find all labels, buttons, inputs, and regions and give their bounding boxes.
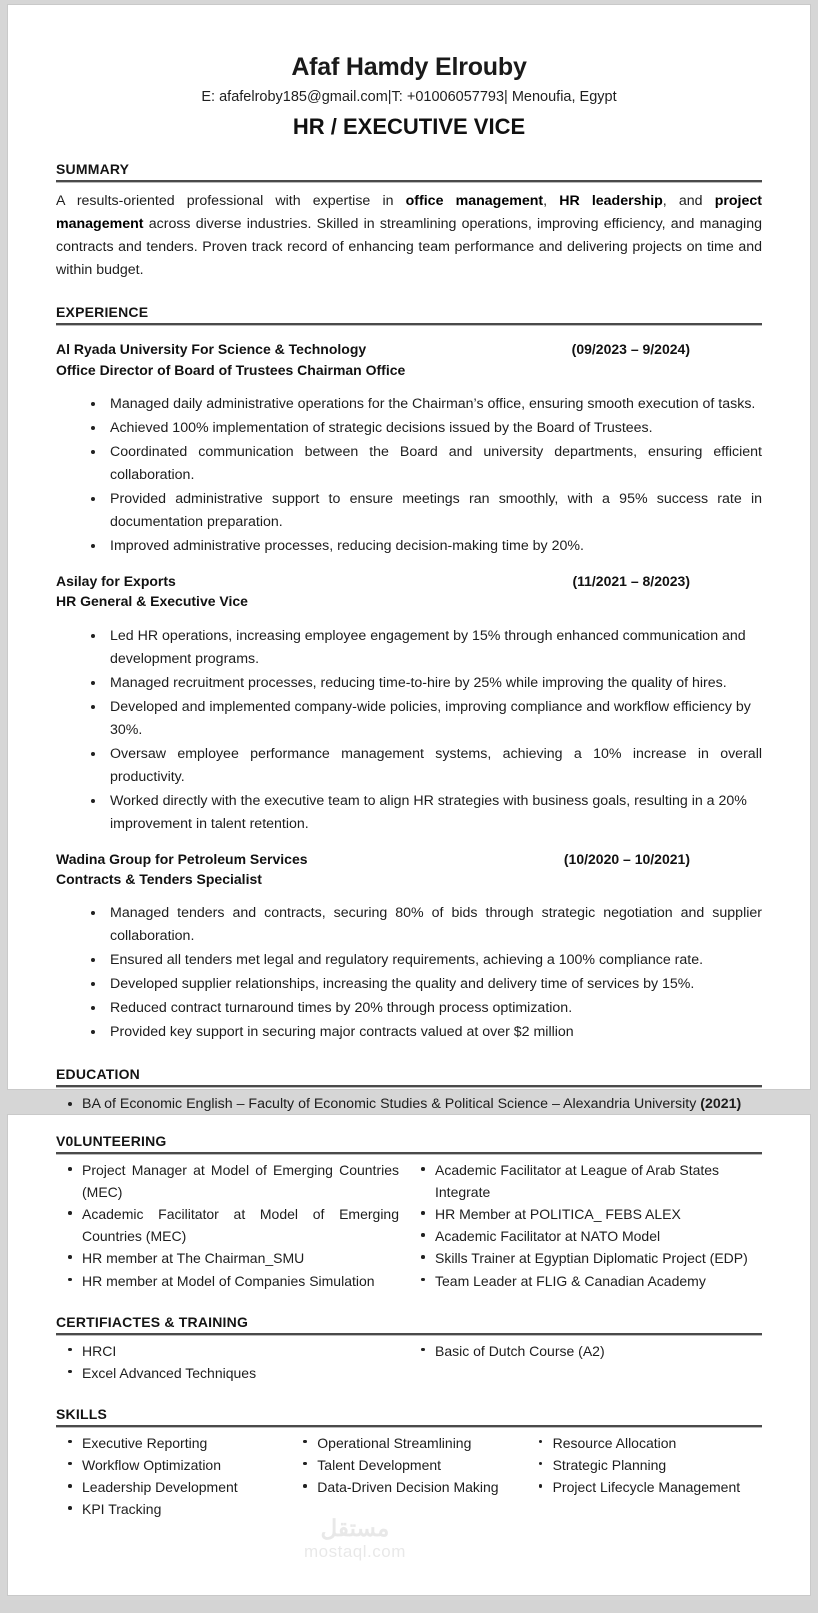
list-item: Workflow Optimization xyxy=(82,1454,291,1476)
employer-name: Al Ryada University For Science & Technology xyxy=(56,341,367,358)
list-item: Ensured all tenders met legal and regulatory requirements, achieving a 100% compliance rate. xyxy=(108,949,762,972)
list-item: HR Member at POLITICA_ FEBS ALEX xyxy=(435,1203,762,1225)
list-item: Talent Development xyxy=(317,1454,526,1476)
list-item: Provided key support in securing major contracts valued at over $2 million xyxy=(108,1021,762,1044)
list-item: Data-Driven Decision Making xyxy=(317,1476,526,1498)
list-item: Coordinated communication between the Board and university departments, ensuring efficient collaboration. xyxy=(108,441,762,487)
section-heading-volunteering: V0LUNTEERING xyxy=(56,1133,167,1149)
list-item: Developed supplier relationships, increasing the quality and delivery time of services by 15%. xyxy=(108,973,762,996)
section-experience xyxy=(56,304,762,1044)
employment-dates: (10/2020 – 10/2021) xyxy=(563,850,690,867)
section-heading-certificates: CERTIFIACTES & TRAINING xyxy=(56,1313,249,1330)
list-item: Improved administrative processes, reducing decision-making time by 20%. xyxy=(108,535,762,558)
list-item: HR member at Model of Companies Simulation xyxy=(82,1270,409,1292)
achievement-list xyxy=(56,393,762,558)
section-divider xyxy=(56,1425,762,1428)
education-degree: BA of Economic English – Faculty of Economic Studies & Political Science – Alexandria University xyxy=(82,1096,701,1113)
watermark-text: mostaql.com xyxy=(304,1542,406,1561)
list-item: Worked directly with the executive team to align HR strategies with business goals, resulting in a 20% improvement in talent retention. xyxy=(108,790,762,836)
list-item: Academic Facilitator at NATO Model xyxy=(435,1225,762,1247)
summary-run: , xyxy=(543,193,560,210)
headline-job-title: HR / EXECUTIVE VICE xyxy=(292,114,526,140)
summary-run: , and xyxy=(662,193,715,210)
volunteering-column-left xyxy=(56,1159,409,1292)
list-item: Strategic Planning xyxy=(553,1454,762,1476)
list-item: Project Lifecycle Management xyxy=(553,1476,762,1498)
list-item: Managed recruitment processes, reducing time-to-hire by 25% while improving the quality of hires. xyxy=(108,672,762,695)
list-item: Developed and implemented company-wide policies, improving compliance and workflow efficiency by 30%. xyxy=(108,696,762,742)
education-list xyxy=(56,1093,762,1116)
summary-run: A results-oriented professional with expertise in xyxy=(56,193,406,210)
job-role-title: Office Director of Board of Trustees Chairman Office xyxy=(56,361,406,378)
achievement-list xyxy=(56,902,762,1044)
list-item: KPI Tracking xyxy=(82,1498,291,1520)
list-item: Excel Advanced Techniques xyxy=(82,1362,409,1384)
employer-name: Wadina Group for Petroleum Services xyxy=(56,850,308,867)
section-summary xyxy=(56,161,762,282)
watermark-logo: مستقل xyxy=(320,1515,390,1541)
certificates-list xyxy=(409,1340,762,1362)
job-role-title: Contracts & Tenders Specialist xyxy=(56,870,262,887)
list-item: Achieved 100% implementation of strategic decisions issued by the Board of Trustees. xyxy=(108,417,762,440)
resume-page-2 xyxy=(7,1114,811,1596)
section-divider xyxy=(56,180,762,183)
volunteering-column-right xyxy=(409,1159,762,1292)
summary-run: across diverse industries. Skilled in streamlining operations, improving efficiency, and managing contracts and tenders. Proven track record of enhancing team performance and delivering projects on time and within budget. xyxy=(56,216,762,279)
skills-list xyxy=(291,1432,526,1498)
achievement-list xyxy=(56,625,762,836)
list-item: Resource Allocation xyxy=(553,1432,762,1454)
list-item: Provided administrative support to ensure meetings ran smoothly, with a 95% success rate in documentation preparation. xyxy=(108,488,762,534)
education-year: (2021) xyxy=(700,1096,742,1113)
employment-dates: (11/2021 – 8/2023) xyxy=(572,573,690,590)
volunteering-list xyxy=(409,1159,762,1292)
list-item: Managed tenders and contracts, securing 80% of bids through strategic negotiation and supplier collaboration. xyxy=(108,902,762,948)
job-role-title: HR General & Executive Vice xyxy=(56,593,248,610)
list-item: Skills Trainer at Egyptian Diplomatic Project (EDP) xyxy=(435,1247,762,1269)
list-item: Led HR operations, increasing employee engagement by 15% through enhanced communication and development programs. xyxy=(108,625,762,671)
section-heading-skills: SKILLS xyxy=(56,1405,107,1422)
resume-page-1 xyxy=(7,4,811,1113)
list-item: HR member at The Chairman_SMU xyxy=(82,1247,409,1269)
list-item: Executive Reporting xyxy=(82,1432,291,1454)
list-item: Team Leader at FLIG & Canadian Academy xyxy=(435,1270,762,1292)
employer-name: Asilay for Exports xyxy=(56,573,176,590)
section-volunteering xyxy=(56,1133,762,1292)
site-watermark xyxy=(304,1517,406,1562)
section-divider xyxy=(56,1333,762,1336)
certificates-column-right xyxy=(409,1340,762,1384)
list-item: Academic Facilitator at Model of Emerging Countries (MEC) xyxy=(82,1203,409,1247)
list-item: Project Manager at Model of Emerging Countries (MEC) xyxy=(82,1159,409,1203)
section-heading-experience: EXPERIENCE xyxy=(56,304,149,321)
summary-emphasis: office management xyxy=(405,193,544,210)
list-item: HRCI xyxy=(82,1340,409,1362)
list-item: Oversaw employee performance management systems, achieving a 10% increase in overall productivity. xyxy=(108,743,762,789)
list-item: Reduced contract turnaround times by 20% through process optimization. xyxy=(108,997,762,1020)
skills-list xyxy=(56,1432,291,1520)
summary-emphasis: HR leadership xyxy=(559,193,663,210)
summary-emphasis: project management xyxy=(56,193,762,233)
experience-entry xyxy=(56,571,762,836)
certificates-list xyxy=(56,1340,409,1384)
skills-column-2 xyxy=(291,1432,526,1520)
section-certificates xyxy=(56,1314,762,1384)
list-item: Basic of Dutch Course (A2) xyxy=(435,1340,762,1362)
employment-dates: (09/2023 – 9/2024) xyxy=(571,341,690,358)
section-divider xyxy=(56,1152,762,1155)
list-item: Operational Streamlining xyxy=(317,1432,526,1454)
section-skills xyxy=(56,1406,762,1520)
contact-line: E: afafelroby185@gmail.com|T: +01006057793| Menoufia, Egypt xyxy=(201,88,617,105)
experience-entry xyxy=(56,849,762,1045)
section-heading-summary: SUMMARY xyxy=(56,161,130,178)
candidate-name: Afaf Hamdy Elrouby xyxy=(291,53,527,81)
volunteering-list xyxy=(56,1159,409,1292)
certificates-column-left xyxy=(56,1340,409,1384)
list-item: Academic Facilitator at League of Arab States Integrate xyxy=(435,1159,762,1203)
section-divider xyxy=(56,1085,762,1088)
experience-entry xyxy=(56,339,762,558)
education-entry xyxy=(82,1093,762,1116)
section-education xyxy=(56,1066,762,1116)
summary-text xyxy=(56,190,762,282)
skills-column-1 xyxy=(56,1432,291,1520)
skills-list xyxy=(527,1432,762,1498)
skills-column-3 xyxy=(527,1432,762,1520)
list-item: Leadership Development xyxy=(82,1476,291,1498)
section-divider xyxy=(56,323,762,326)
list-item: Managed daily administrative operations for the Chairman’s office, ensuring smooth execution of tasks. xyxy=(108,393,762,416)
section-heading-education: EDUCATION xyxy=(56,1066,140,1083)
